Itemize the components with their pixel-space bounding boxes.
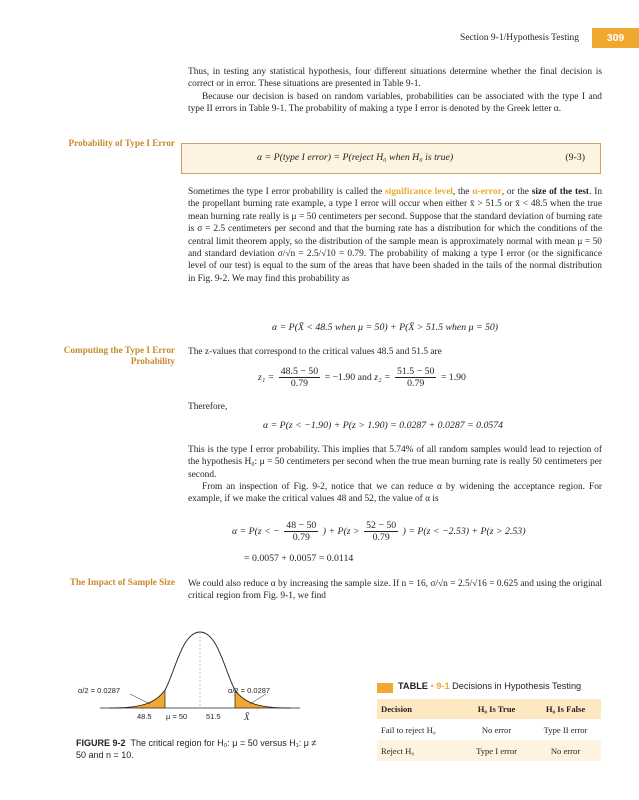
page-number: 309 xyxy=(592,28,639,48)
table-title: TABLE • 9-1 Decisions in Hypothesis Testing xyxy=(398,681,582,691)
right-leader-line xyxy=(250,694,266,704)
margin-note-type1: Probability of Type I Error xyxy=(68,138,175,148)
paragraph-widening: From an inspection of Fig. 9-2, notice that we can reduce α by widening the acceptance region. For example, if we make the critical values 48 and 52, the value of α is xyxy=(188,482,602,505)
left-tail-label: α/2 = 0.0287 xyxy=(78,686,121,695)
figure-caption: FIGURE 9-2 The critical region for H₀: μ = 50 versus H₁: μ ≠ 50 and n = 10. xyxy=(76,738,317,760)
x-label-upper: 51.5 xyxy=(206,712,221,721)
alpha-widened-equation: α = P(z < − $\frac{48 - 50}{0.79}$ ) + P(z > $\frac{52 - 50}{0.79}$ ) = P(z < −2.53) + P(z > 2.53) xyxy=(232,520,526,543)
margin-note-computing: Computing the Type I Error Probability xyxy=(63,345,175,366)
table-row: Reject H₀ Type I error No error xyxy=(377,740,601,761)
x-label-xbar: X̄ xyxy=(244,712,250,722)
paragraph-therefore: Therefore, xyxy=(188,402,228,412)
alpha-expression: α = P(X̄ < 48.5 when μ = 50) + P(X̄ > 51.5 when μ = 50) xyxy=(272,322,499,333)
margin-note-sample-size: The Impact of Sample Size xyxy=(69,577,175,587)
paragraph-z-values: The z-values that correspond to the critical values 48.5 and 51.5 are xyxy=(188,347,442,357)
table-row: Fail to reject H₀ No error Type II error xyxy=(381,724,588,735)
paragraph-significance: Sometimes the type I error probability is called the significance level, the α-error, or the size of the test. In the propellant burning rate example, a type I error will occur when either x̄ > 51.5 or x̄ < 48.5 when the true mean burning rate really is μ = 50 centimeters per second. Suppose that the standard deviation of burning rate is σ = 2.5 centimeters per second and that the burning rate has a distribution for which the conditions of the central limit theorem apply, so the distribution of the sample mean is approximately normal with mean μ = 50 and standard deviation σ/√n = 2.5/√10 = 0.79. The probability of making a type I error (or the significance level of our test) is equal to the sum of the areas that have been shaded in the tails of the normal distribution in Fig. 9-2. We may find this probability as xyxy=(188,187,603,284)
alpha-widened-result: = 0.0057 + 0.0057 = 0.0114 xyxy=(244,553,354,564)
definition-equation: α = P(type I error) = P(reject H₀ when H₀ is true) xyxy=(257,152,454,163)
definition-box xyxy=(181,143,601,174)
term-significance-level: significance level xyxy=(384,187,453,197)
normal-distribution-figure xyxy=(70,620,320,738)
paragraph-interpretation: This is the type I error probability. This implies that 5.74% of all random samples would lead to rejection of the hypothesis H₀: μ = 50 centimeters per second when the true mean burning rate is really 50 centimeters per second. xyxy=(188,445,602,480)
running-header: Section 9-1/Hypothesis Testing xyxy=(460,33,579,43)
term-alpha-error: α-error xyxy=(472,187,502,197)
term-size-of-test: size of the test xyxy=(531,187,590,197)
x-label-lower: 48.5 xyxy=(137,712,152,721)
paragraph-sample-size: We could also reduce α by increasing the sample size. If n = 16, σ/√n = 2.5/√16 = 0.625 and using the original critical region from Fig. 9-1, we find xyxy=(188,579,602,602)
alpha-value-equation: α = P(z < −1.90) + P(z > 1.90) = 0.0287 + 0.0287 = 0.0574 xyxy=(263,420,504,431)
table-marker xyxy=(377,683,393,693)
paragraph-intro: Thus, in testing any statistical hypothesis, four different situations determine whether the final decision is correct or in error. These situations are presented in Table 9-1. xyxy=(188,67,602,90)
decision-table xyxy=(377,699,601,761)
right-tail-label: α/2 = 0.0287 xyxy=(228,686,271,695)
paragraph-alpha-definition: Because our decision is based on random variables, probabilities can be associated with the type I and type II errors in Table 9-1. The probability of making a type I error is denoted by the Greek letter α. xyxy=(188,92,602,115)
x-label-mean: μ = 50 xyxy=(166,712,188,721)
table-header-row: Decision H₀ Is True H₀ Is False xyxy=(377,699,601,719)
equation-number: (9-3) xyxy=(565,152,585,163)
left-leader-line xyxy=(130,694,150,704)
z-values-equation: z₁ = $\frac{48.5 - 50}{0.79}$ = −1.90 and z₂ = $\frac{51.5 - 50}{0.79}$ = 1.90 xyxy=(258,366,466,389)
